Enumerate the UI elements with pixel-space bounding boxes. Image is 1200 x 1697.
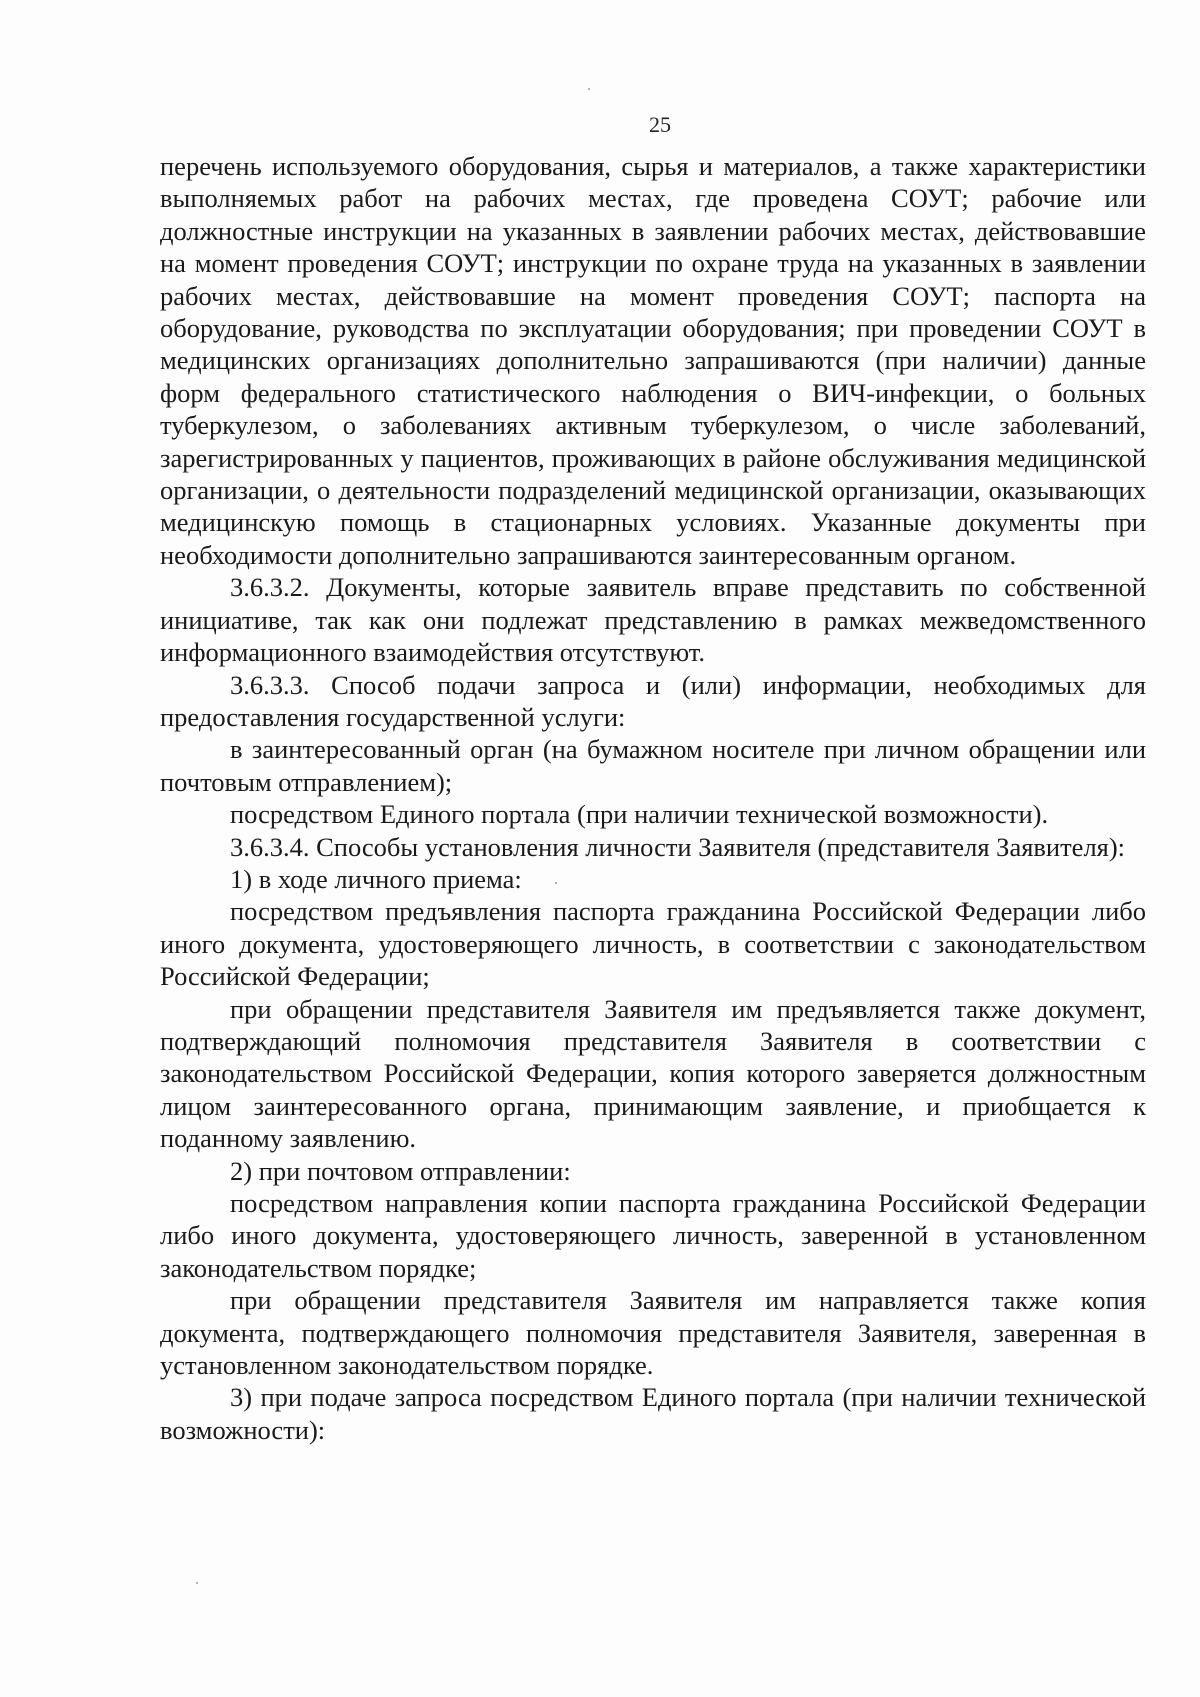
paragraph: посредством Единого портала (при наличии технической возможности).: [230, 799, 1049, 830]
paragraph: 3.6.3.3. Способ подачи запроса и (или) информации, необходимых для предоставления государственной услуги:: [160, 669, 1146, 732]
paragraph: 1) в ходе личного приема:: [230, 863, 522, 894]
page-number: 25: [649, 112, 671, 137]
paragraph: посредством направления копии паспорта гражданина Российской Федерации либо иного документа, удостоверяющего личность, заверенной в установленном законодательством порядке;: [160, 1188, 1146, 1283]
scan-speck: [588, 88, 590, 90]
paragraph: 3) при подаче запроса посредством Единого портала (при наличии технической возможности):: [160, 1382, 1146, 1445]
paragraph: перечень используемого оборудования, сырья и материалов, а также характеристики выполняемых работ на рабочих местах, где проведена СОУТ; рабочие или должностные инструкции на указанных в заявлении рабочих местах, действовавшие на момент проведения СОУТ; инструкции по охране труда на указанных в заявлении рабочих местах, действовавшие на момент проведения СОУТ; паспорта на оборудование, руководства по эксплуатации оборудования; при проведении СОУТ в медицинских организациях дополнительно запрашиваются (при наличии) данные форм федерального статистического наблюдения о ВИЧ-инфекции, о больных туберкулезом, о заболеваниях активным туберкулезом, о числе заболеваний, зарегистрированных у пациентов, проживающих в районе обслуживания медицинской организации, о деятельности подразделений медицинской организации, оказывающих медицинскую помощь в стационарных условиях. Указанные документы при необходимости дополнительно запрашиваются заинтересованным органом.: [160, 151, 1146, 570]
paragraph: в заинтересованный орган (на бумажном носителе при личном обращении или почтовым отправлением);: [160, 734, 1146, 797]
paragraph: посредством предъявления паспорта гражданина Российской Федерации либо иного документа, удостоверяющего личность, в соответствии с законодательством Российской Федерации;: [160, 896, 1146, 992]
paragraph: 3.6.3.2. Документы, которые заявитель вправе представить по собственной инициативе, так как они подлежат представлению в рамках межведомственного информационного взаимодействия отсутствуют.: [160, 572, 1146, 668]
paragraph: при обращении представителя Заявителя им направляется также копия документа, подтверждающего полномочия представителя Заявителя, заверенная в установленном законодательством порядке.: [160, 1285, 1146, 1381]
paragraph: 2) при почтовом отправлении:: [230, 1155, 571, 1186]
paragraph: при обращении представителя Заявителя им предъявляется также документ, подтверждающий полномочия представителя Заявителя в соответствии с законодательством Российской Федерации, копия которого заверяется должностным лицом заинтересованного органа, принимающим заявление, и приобщается к поданному заявлению.: [160, 993, 1146, 1154]
scan-speck: [196, 1582, 198, 1584]
paragraph: 3.6.3.4. Способы установления личности Заявителя (представителя Заявителя):: [230, 831, 1126, 862]
document-body: [160, 150, 1146, 1446]
